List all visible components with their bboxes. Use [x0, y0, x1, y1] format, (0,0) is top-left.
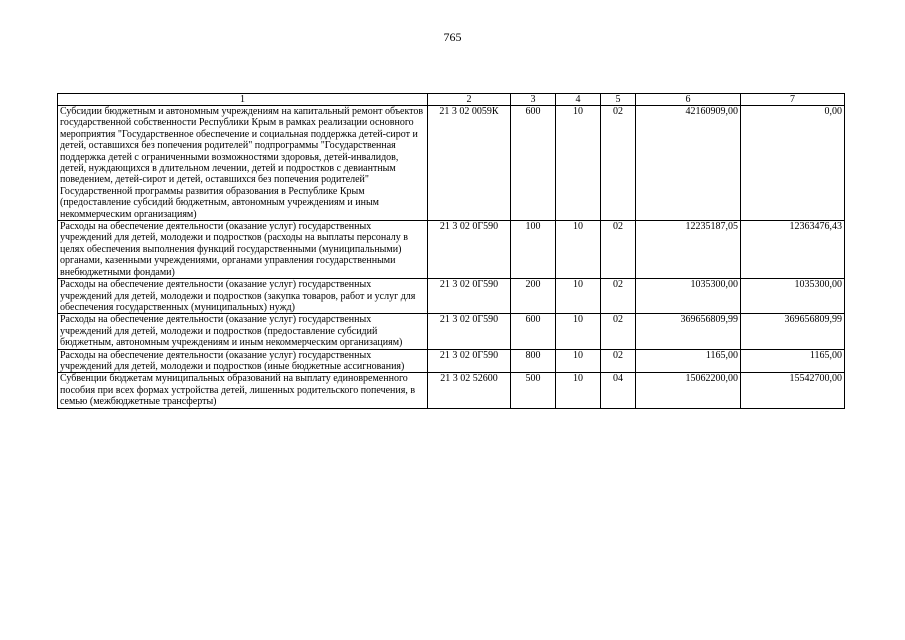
header-col-1: 1	[58, 94, 428, 106]
row-amount-6: 1165,00	[636, 349, 741, 373]
row-amount-7: 15542700,00	[741, 373, 845, 408]
row-description: Расходы на обеспечение деятельности (оказание услуг) государственных учреждений для детей, молодежи и подростков (предоставление субсидий бюджетным, автономным учреждениям и иным некоммерческим организациям)	[58, 314, 428, 349]
table-row	[58, 106, 845, 221]
header-col-7: 7	[741, 94, 845, 106]
row-amount-7: 12363476,43	[741, 221, 845, 279]
row-col3: 200	[511, 279, 556, 314]
row-col3: 600	[511, 314, 556, 349]
row-col5: 02	[601, 314, 636, 349]
row-col4: 10	[556, 314, 601, 349]
table-row	[58, 373, 845, 408]
row-col5: 02	[601, 279, 636, 314]
row-col5: 04	[601, 373, 636, 408]
row-description: Расходы на обеспечение деятельности (оказание услуг) государственных учреждений для детей, молодежи и подростков (иные бюджетные ассигнования)	[58, 349, 428, 373]
header-col-5: 5	[601, 94, 636, 106]
row-col5: 02	[601, 349, 636, 373]
table-row	[58, 221, 845, 279]
row-col3: 800	[511, 349, 556, 373]
row-col4: 10	[556, 221, 601, 279]
header-col-2: 2	[428, 94, 511, 106]
table-row	[58, 349, 845, 373]
page-number: 765	[443, 30, 462, 44]
table-body	[58, 106, 845, 409]
table-row	[58, 314, 845, 349]
row-amount-7: 1165,00	[741, 349, 845, 373]
row-col5: 02	[601, 106, 636, 221]
row-code: 21 3 02 0059К	[428, 106, 511, 221]
row-amount-6: 42160909,00	[636, 106, 741, 221]
header-col-3: 3	[511, 94, 556, 106]
table-header	[58, 94, 845, 106]
header-row	[58, 94, 845, 106]
row-col4: 10	[556, 373, 601, 408]
row-amount-7: 1035300,00	[741, 279, 845, 314]
header-col-4: 4	[556, 94, 601, 106]
budget-table	[57, 93, 845, 409]
row-amount-6: 15062200,00	[636, 373, 741, 408]
row-amount-6: 12235187,05	[636, 221, 741, 279]
row-description: Субсидии бюджетным и автономным учреждениям на капитальный ремонт объектов государственной собственности Республики Крым в рамках реализации основного мероприятия "Государственное обеспечение и социальная поддержка детей-сирот и детей, оставшихся без попечения родителей" подпрограммы "Государственная поддержка детей с ограниченными возможностями здоровья, детей-инвалидов, детей, нуждающихся в длительном лечении, детей и подростков с девиантным поведением, детей-сирот и детей, оставшихся без попечения родителей" Государственной программы развития образования в Республике Крым (предоставление субсидий бюджетным, автономным учреждениям и иным некоммерческим организациям)	[58, 106, 428, 221]
row-amount-7: 0,00	[741, 106, 845, 221]
row-amount-7: 369656809,99	[741, 314, 845, 349]
row-code: 21 3 02 0Г590	[428, 314, 511, 349]
row-code: 21 3 02 0Г590	[428, 349, 511, 373]
row-description: Расходы на обеспечение деятельности (оказание услуг) государственных учреждений для детей, молодежи и подростков (расходы на выплаты персоналу в целях обеспечения выполнения функций государственными (муниципальными) органами, казенными учреждениями, органами управления государственными внебюджетными фондами)	[58, 221, 428, 279]
row-col3: 500	[511, 373, 556, 408]
row-col4: 10	[556, 279, 601, 314]
row-code: 21 3 02 0Г590	[428, 221, 511, 279]
row-col4: 10	[556, 349, 601, 373]
row-code: 21 3 02 0Г590	[428, 279, 511, 314]
row-col3: 600	[511, 106, 556, 221]
row-amount-6: 369656809,99	[636, 314, 741, 349]
row-description: Расходы на обеспечение деятельности (оказание услуг) государственных учреждений для детей, молодежи и подростков (закупка товаров, работ и услуг для обеспечения государственных (муниципальных) нужд)	[58, 279, 428, 314]
row-col4: 10	[556, 106, 601, 221]
header-col-6: 6	[636, 94, 741, 106]
row-col5: 02	[601, 221, 636, 279]
table-row	[58, 279, 845, 314]
row-code: 21 3 02 52600	[428, 373, 511, 408]
row-amount-6: 1035300,00	[636, 279, 741, 314]
row-col3: 100	[511, 221, 556, 279]
row-description: Субвенции бюджетам муниципальных образований на выплату единовременного пособия при всех формах устройства детей, лишенных родительского попечения, в семью (межбюджетные трансферты)	[58, 373, 428, 408]
